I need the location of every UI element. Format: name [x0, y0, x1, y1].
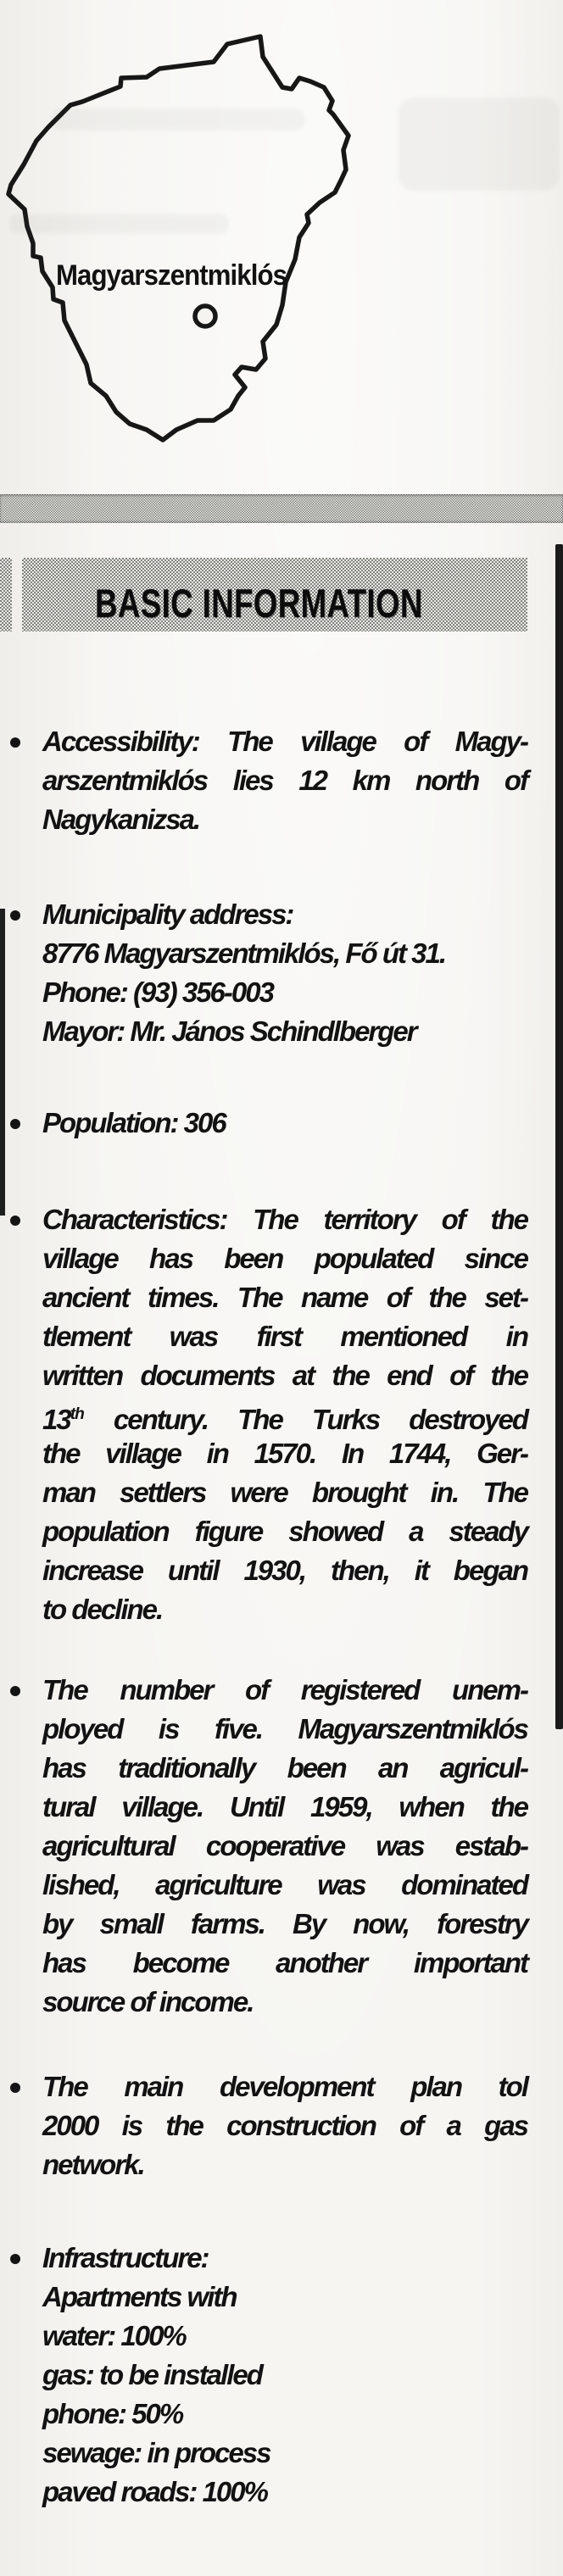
text-line: has traditionally been an agricul- — [42, 1752, 527, 1783]
bullet-text — [42, 1671, 527, 2022]
bleed-artifact — [51, 108, 305, 131]
text-line: gas: to be installed — [42, 2359, 262, 2390]
bleed-artifact — [399, 97, 560, 191]
bullet-dot-icon — [10, 910, 20, 921]
text-line: Accessibility: The village of Magy- — [42, 726, 527, 757]
section-header-stub — [0, 558, 12, 631]
text-line: water: 100% — [42, 2320, 186, 2351]
bullet-dot-icon — [10, 2254, 20, 2264]
text-line: agricultural cooperative was estab- — [42, 1830, 527, 1861]
text-line: tural village. Until 1959, when the — [42, 1791, 527, 1822]
text-line: source of income. — [42, 1986, 254, 2017]
bullet-text — [42, 2067, 527, 2184]
text-line: lished, agriculture was dominated — [42, 1869, 527, 1900]
bullet-text — [42, 895, 527, 1051]
text-line: Characteristics: The territory of the — [42, 1204, 527, 1235]
bullet-text — [42, 1200, 527, 1629]
text-line: the village in 1570. In 1744, Ger- — [42, 1438, 527, 1469]
text-line: has become another important — [42, 1947, 527, 1978]
text-line: Municipality address: — [42, 899, 293, 930]
text-line: Nagykanizsa. — [42, 804, 200, 835]
text-line: phone: 50% — [42, 2398, 183, 2429]
village-name-label: Magyarszentmiklós — [56, 259, 287, 292]
bullet-text — [42, 722, 527, 839]
bullet-dot-icon — [10, 737, 20, 748]
text-line: paved roads: 100% — [42, 2476, 267, 2507]
text-line: Population: 306 — [42, 1107, 226, 1138]
village-marker-icon — [195, 306, 215, 326]
text-line: arszentmiklós lies 12 km north of — [42, 765, 527, 796]
text-line: man settlers were brought in. The — [42, 1477, 527, 1508]
text-line: Mayor: Mr. János Schindlberger — [42, 1015, 416, 1047]
bleed-artifact — [8, 214, 229, 234]
text-line: 13th century. The Turks destroyed — [42, 1404, 527, 1435]
bullet-dot-icon — [10, 2083, 20, 2093]
text-line: to decline. — [42, 1594, 163, 1625]
text-line: 2000 is the construction of a gas — [42, 2110, 527, 2141]
text-line: 8776 Magyarszentmiklós, Fő út 31. — [42, 937, 446, 969]
text-line: Phone: (93) 356-003 — [42, 976, 273, 1008]
bullet-dot-icon — [10, 1686, 20, 1696]
text-line: sewage: in process — [42, 2437, 270, 2468]
text-line: population figure showed a steady — [42, 1516, 527, 1547]
halftone-divider-bar — [0, 494, 563, 523]
text-line: The main development plan tol — [42, 2071, 527, 2102]
village-map — [0, 0, 563, 475]
text-line: by small farms. By now, forestry — [42, 1908, 527, 1939]
text-line: network. — [42, 2149, 144, 2180]
text-line: written documents at the end of the — [42, 1360, 527, 1391]
map-outline — [8, 36, 348, 440]
text-line: tlement was first mentioned in — [42, 1321, 527, 1352]
page-edge-line-right — [555, 544, 563, 1729]
text-line: Infrastructure: — [42, 2242, 209, 2273]
text-line: ployed is five. Magyarszentmiklós — [42, 1713, 527, 1744]
text-line: Apartments with — [42, 2281, 237, 2312]
bullet-text — [42, 2239, 527, 2512]
section-title: BASIC INFORMATION — [95, 581, 423, 626]
text-line: ancient times. The name of the set- — [42, 1282, 527, 1313]
bullet-dot-icon — [10, 1216, 20, 1226]
text-line: village has been populated since — [42, 1243, 527, 1274]
page-edge-line-left — [0, 909, 5, 1216]
bullet-dot-icon — [10, 1119, 20, 1129]
text-line: increase until 1930, then, it began — [42, 1555, 527, 1586]
text-line: The number of registered unem- — [42, 1674, 527, 1705]
bullet-text — [42, 1104, 527, 1143]
